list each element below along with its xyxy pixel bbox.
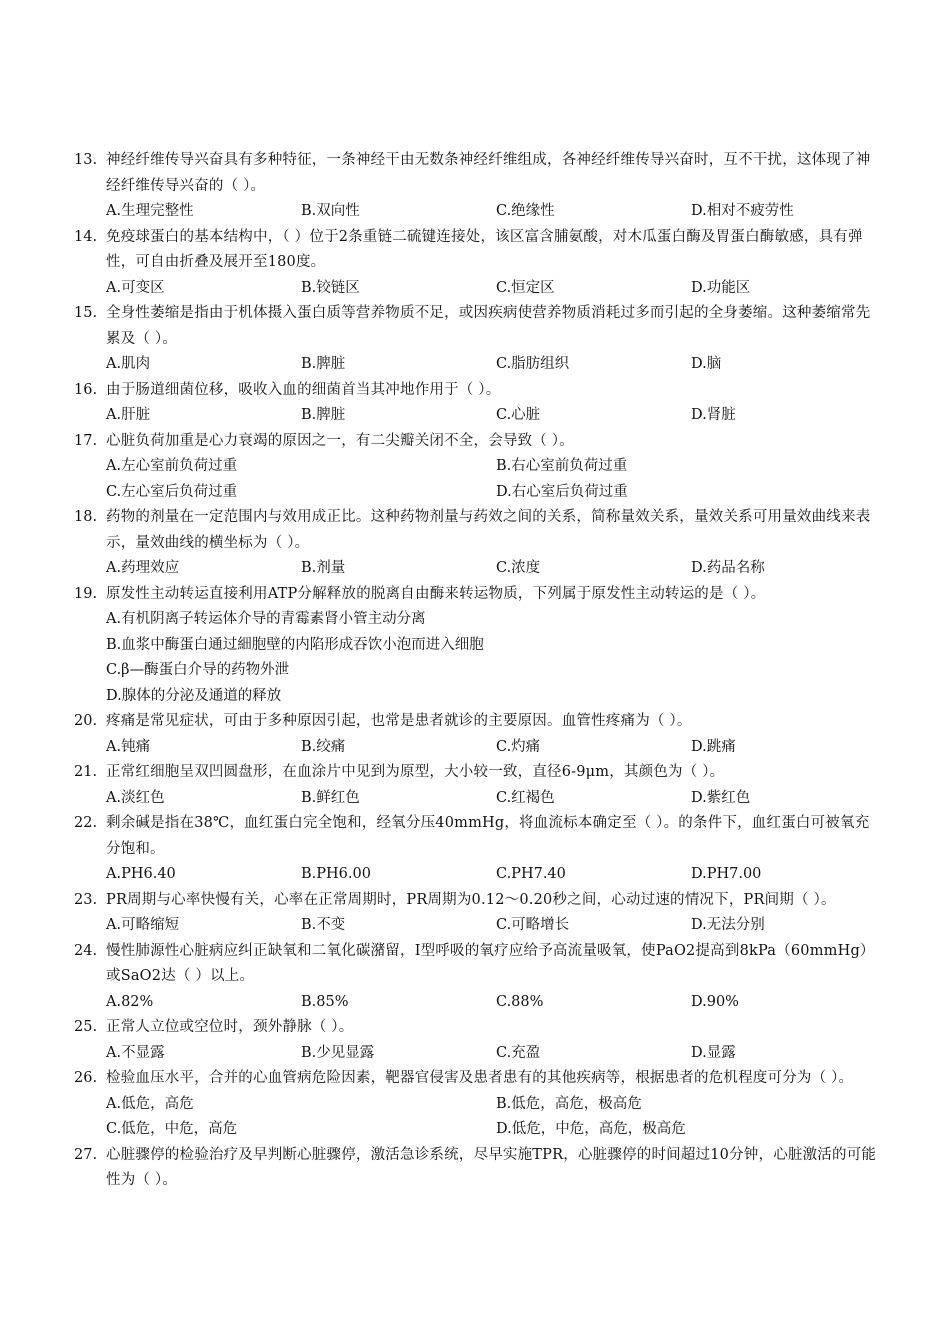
options — [106, 556, 880, 582]
options — [106, 913, 880, 939]
question-22 — [0, 811, 950, 888]
question-stem: 慢性肺源性心脏病应纠正缺氧和二氧化碳潴留，Ⅰ型呼吸的氧疗应给予高流量吸氧，使PaO2提高到8kPa（60mmHg）或SaO2达（ ）以上。 — [106, 942, 875, 984]
question-stem: 由于肠道细菌位移，吸收入血的细菌首当其冲地作用于（ ）。 — [106, 381, 501, 398]
option-a: A.低危，高危 — [106, 1095, 194, 1112]
option-d: D.肾脏 — [691, 407, 736, 423]
option-c: C.红褐色 — [496, 789, 555, 806]
option-d: D.脑 — [691, 356, 722, 372]
question-number: 21. — [74, 764, 98, 780]
option-c: C.低危，中危，高危 — [106, 1121, 238, 1137]
option-b: B.低危，高危，极高危 — [496, 1095, 642, 1112]
question-26 — [0, 1066, 950, 1143]
question-25 — [0, 1015, 950, 1066]
option-c: C.浓度 — [496, 560, 541, 576]
question-stem: 正常红细胞呈双凹圆盘形，在血涂片中见到为原型，大小较一致，直径6-9μm，其颜色为（ ）。 — [106, 764, 725, 780]
question-number: 18. — [74, 509, 98, 525]
question-14 — [0, 225, 950, 302]
options — [106, 454, 880, 505]
question-stem: 免疫球蛋白的基本结构中，（ ）位于2条重链二硫键连接处，该区富含脯氨酸，对木瓜蛋白酶及胃蛋白酶敏感，具有弹性，可自由折叠及展开至180度。 — [106, 228, 863, 270]
question-number: 25. — [74, 1019, 98, 1035]
option-d: D.显露 — [691, 1044, 736, 1061]
question-number: 20. — [74, 713, 98, 729]
question-number: 17. — [74, 432, 98, 449]
question-stem: 剩余碱是指在38℃，血红蛋白完全饱和，经氧分压40mmHg，将血流标本确定至（ ）。的条件下，血红蛋白可被氧充分饱和。 — [106, 815, 870, 857]
option-d: D.腺体的分泌及通道的释放 — [106, 687, 282, 704]
question-number: 27. — [74, 1146, 98, 1163]
question-18 — [0, 505, 950, 582]
question-number: 19. — [74, 585, 98, 602]
option-c: C.左心室后负荷过重 — [106, 483, 238, 500]
question-number: 24. — [74, 942, 98, 959]
options — [106, 403, 880, 429]
option-c: C.可略增长 — [496, 917, 570, 933]
question-stem: 检验血压水平，合并的心血管病危险因素，靶器官侵害及患者患有的其他疾病等，根据患者的危机程度可分为（ ）。 — [106, 1070, 854, 1086]
question-stem: 正常人立位或空位时，颈外静脉（ ）。 — [106, 1019, 354, 1035]
question-list — [0, 148, 950, 1194]
option-d: D.跳痛 — [691, 738, 736, 755]
option-c: C.脂肪组织 — [496, 356, 570, 372]
question-number: 13. — [74, 152, 98, 168]
option-b: B.右心室前负荷过重 — [496, 458, 628, 474]
option-c: C.恒定区 — [496, 279, 555, 296]
option-c: C.心脏 — [496, 407, 541, 423]
option-a: A.生理完整性 — [106, 203, 194, 219]
question-stem: 疼痛是常见症状，可由于多种原因引起，也常是患者就诊的主要原因。血管性疼痛为（ ）。 — [106, 713, 692, 729]
option-a: A.药理效应 — [106, 560, 180, 576]
question-20 — [0, 709, 950, 760]
question-16 — [0, 378, 950, 429]
option-c: C.88% — [496, 993, 544, 1010]
question-number: 14. — [74, 228, 98, 245]
question-number: 15. — [74, 305, 98, 321]
option-b: B.脾脏 — [301, 356, 346, 372]
option-d: D.功能区 — [691, 279, 751, 296]
option-a: A.不显露 — [106, 1044, 165, 1061]
option-c: C.β—酶蛋白介导的药物外泄 — [106, 662, 290, 678]
question-21 — [0, 760, 950, 811]
options — [106, 276, 880, 302]
question-stem: 神经纤维传导兴奋具有多种特征，一条神经干由无数条神经纤维组成，各神经纤维传导兴奋时，互不干扰，这体现了神经纤维传导兴奋的（ ）。 — [106, 152, 871, 194]
option-b: B.双向性 — [301, 203, 360, 219]
question-stem: 原发性主动转运直接利用ATP分解释放的脱离自由酶来转运物质，下列属于原发性主动转运的是（ ）。 — [106, 585, 766, 602]
option-d: D.药品名称 — [691, 560, 765, 576]
option-c: C.灼痛 — [496, 738, 541, 755]
options — [106, 1092, 880, 1143]
question-27 — [0, 1143, 950, 1194]
option-c: C.绝缘性 — [496, 203, 555, 219]
options — [106, 607, 880, 709]
option-a: A.钝痛 — [106, 738, 151, 755]
option-a: A.左心室前负荷过重 — [106, 458, 238, 474]
question-stem: 全身性萎缩是指由于机体摄入蛋白质等营养物质不足，或因疾病使营养物质消耗过多而引起的全身萎缩。这种萎缩常先累及（ ）。 — [106, 305, 871, 347]
options — [106, 862, 880, 888]
option-a: A.PH6.40 — [106, 866, 176, 882]
option-a: A.肌肉 — [106, 356, 151, 372]
option-b: B.绞痛 — [301, 738, 346, 755]
option-d: D.PH7.00 — [691, 866, 762, 882]
options — [106, 199, 880, 225]
option-c: C.充盈 — [496, 1044, 541, 1061]
option-d: D.右心室后负荷过重 — [496, 483, 628, 500]
option-b: B.鲜红色 — [301, 789, 360, 806]
question-stem: 心脏骤停的检验治疗及早判断心脏骤停，激活急诊系统，尽早实施TPR，心脏骤停的时间超过10分钟，心脏激活的可能性为（ ）。 — [106, 1146, 877, 1188]
question-number: 16. — [74, 381, 98, 398]
option-c: C.PH7.40 — [496, 866, 566, 882]
option-b: B.PH6.00 — [301, 866, 371, 882]
question-stem: PR周期与心率快慢有关，心率在正常周期时，PR周期为0.12～0.20秒之间，心动过速的情况下，PR间期（ ）。 — [106, 891, 836, 908]
option-b: B.血浆中酶蛋白通过細胞壁的内陷形成吞饮小泡而进入细胞 — [106, 636, 484, 653]
option-b: B.剂量 — [301, 560, 346, 576]
question-number: 26. — [74, 1070, 98, 1086]
option-b: B.脾脏 — [301, 407, 346, 423]
option-d: D.低危，中危，高危，极高危 — [496, 1121, 686, 1137]
options — [106, 1041, 880, 1067]
option-a: A.肝脏 — [106, 407, 151, 423]
question-stem: 药物的剂量在一定范围内与效用成正比。这种药物剂量与药效之间的关系，简称量效关系，量效关系可用量效曲线来表示，量效曲线的横坐标为（ ）。 — [106, 509, 871, 551]
question-23 — [0, 888, 950, 939]
options — [106, 990, 880, 1016]
options — [106, 786, 880, 812]
option-a: A.82% — [106, 993, 154, 1010]
options — [106, 735, 880, 761]
question-13 — [0, 148, 950, 225]
option-d: D.90% — [691, 993, 739, 1010]
option-b: B.85% — [301, 993, 349, 1010]
option-a: A.淡红色 — [106, 789, 165, 806]
question-24 — [0, 939, 950, 1016]
option-d: D.相对不疲劳性 — [691, 203, 794, 219]
question-number: 23. — [74, 891, 98, 908]
option-d: D.无法分别 — [691, 917, 765, 933]
option-b: B.铰链区 — [301, 279, 360, 296]
option-a: A.可变区 — [106, 279, 165, 296]
option-a: A.有机阴离子转运体介导的青霉素肾小管主动分离 — [106, 611, 426, 627]
option-b: B.少见显露 — [301, 1044, 375, 1061]
option-a: A.可略缩短 — [106, 917, 180, 933]
question-15 — [0, 301, 950, 378]
option-b: B.不变 — [301, 917, 346, 933]
question-19 — [0, 582, 950, 710]
options — [106, 352, 880, 378]
option-d: D.紫红色 — [691, 789, 751, 806]
question-stem: 心脏负荷加重是心力衰竭的原因之一，有二尖瓣关闭不全，会导致（ ）。 — [106, 432, 574, 449]
question-17 — [0, 429, 950, 506]
question-number: 22. — [74, 815, 98, 831]
